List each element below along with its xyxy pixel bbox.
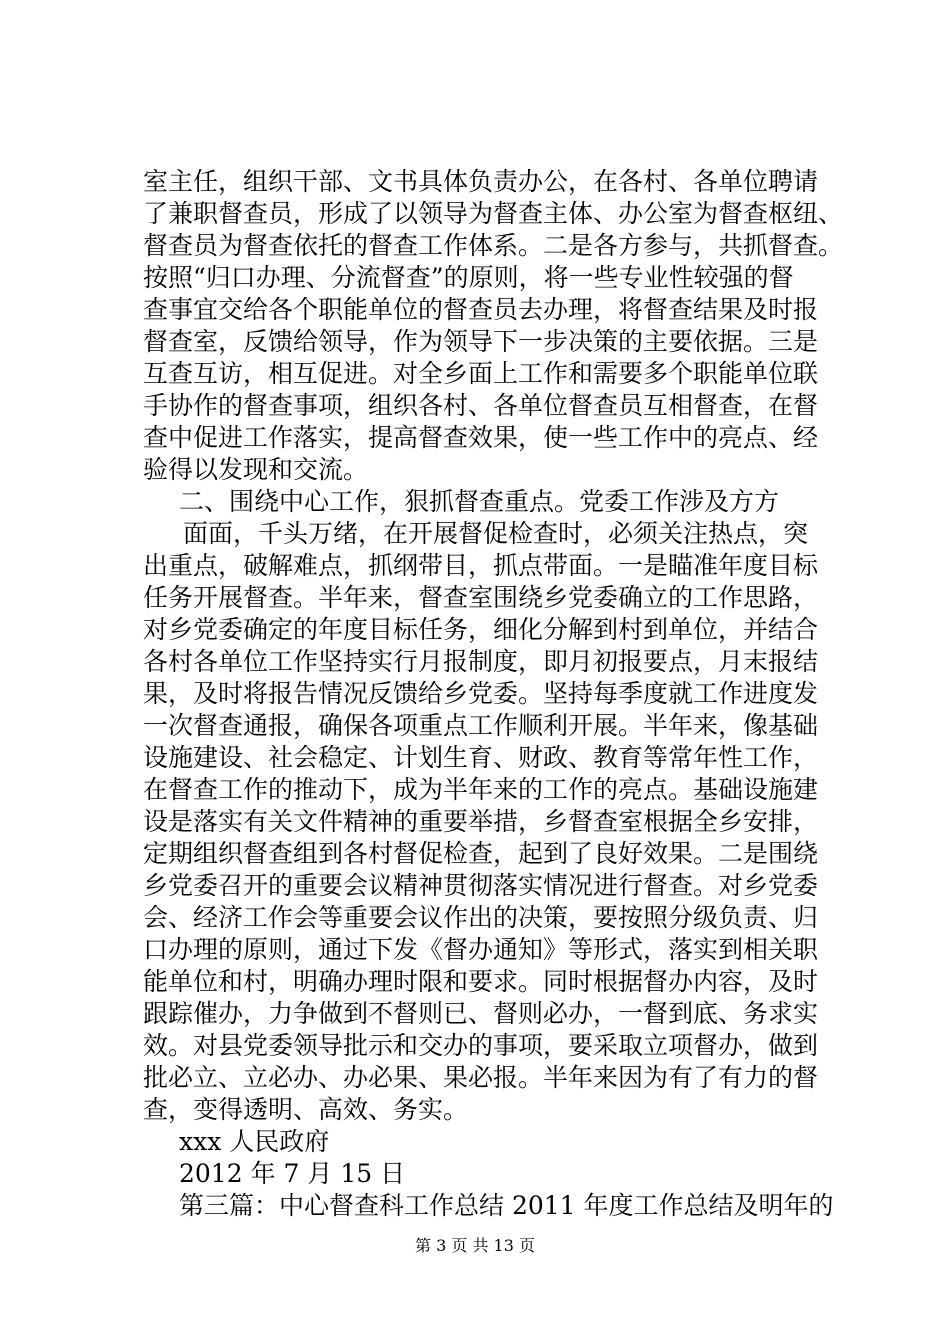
text-line: 设是落实有关文件精神的重要举措，乡督查室根据全乡安排， — [143, 807, 819, 836]
text-line: 了兼职督查员，形成了以领导为督查主体、办公室为督查枢纽、 — [143, 199, 844, 228]
text-line: 查，变得透明、高效、务实。 — [143, 1095, 469, 1124]
text-line: 督查员为督查依托的督查工作体系。二是各方参与，共抓督查。 — [143, 231, 844, 260]
signature-date: 2012 年 7 月 15 日 — [179, 1159, 406, 1188]
text-line: 一次督查通报，确保各项重点工作顺利开展。半年来，像基础 — [143, 711, 819, 740]
text-line: 对乡党委确定的年度目标任务，细化分解到村到单位，并结合 — [143, 615, 819, 644]
text-line: 效。对县党委领导批示和交办的事项，要采取立项督办，做到 — [143, 1031, 819, 1060]
text-line: 面面，千头万绪，在开展督促检查时，必须关注热点，突 — [183, 519, 809, 548]
text-line: 设施建设、社会稳定、计划生育、财政、教育等常年性工作， — [143, 743, 819, 772]
text-line: 互查互访，相互促进。对全乡面上工作和需要多个职能单位联 — [143, 359, 819, 388]
text-line: 出重点，破解难点，抓纲带目，抓点带面。一是瞄准年度目标 — [143, 551, 819, 580]
text-line: 乡党委召开的重要会议精神贯彻落实情况进行督查。对乡党委 — [143, 871, 819, 900]
document-body — [143, 166, 843, 1222]
text-line: 定期组织督查组到各村督促检查，起到了良好效果。二是围绕 — [143, 839, 819, 868]
text-line: 口办理的原则，通过下发《督办通知》等形式，落实到相关职 — [143, 935, 819, 964]
text-line: 批必立、立必办、办必果、果必报。半年来因为有了有力的督 — [143, 1063, 819, 1092]
text-line: 会、经济工作会等重要会议作出的决策，要按照分级负责、归 — [143, 903, 819, 932]
text-line: 室主任，组织干部、文书具体负责办公，在各村、各单位聘请 — [143, 167, 819, 196]
page-number-footer: 第 3 页 共 13 页 — [415, 1236, 535, 1255]
text-line: 验得以发现和交流。 — [143, 455, 369, 484]
next-section-title: 第三篇：中心督查科工作总结 2011 年度工作总结及明年的 — [179, 1191, 834, 1220]
text-line: 查中促进工作落实，提高督查效果，使一些工作中的亮点、经 — [143, 423, 819, 452]
text-line: 果，及时将报告情况反馈给乡党委。坚持每季度就工作进度发 — [143, 679, 819, 708]
signature-org: xxx 人民政府 — [179, 1127, 330, 1156]
text-line: 督查室，反馈给领导，作为领导下一步决策的主要依据。三是 — [143, 327, 819, 356]
text-line: 在督查工作的推动下，成为半年来的工作的亮点。基础设施建 — [143, 775, 819, 804]
text-line: 各村各单位工作坚持实行月报制度，即月初报要点，月末报结 — [143, 647, 819, 676]
text-line: 任务开展督查。半年来，督查室围绕乡党委确立的工作思路， — [143, 583, 819, 612]
text-line: 跟踪催办，力争做到不督则已、督则必办，一督到底、务求实 — [143, 999, 819, 1028]
text-line: 查事宜交给各个职能单位的督查员去办理，将督查结果及时报 — [143, 295, 819, 324]
section-heading-line: 二、围绕中心工作，狠抓督查重点。党委工作涉及方方 — [179, 487, 780, 516]
text-line: 手协作的督查事项，组织各村、各单位督查员互相督查，在督 — [143, 391, 819, 420]
text-line: 按照“归口办理、分流督查”的原则，将一些专业性较强的督 — [143, 263, 794, 292]
text-line: 能单位和村，明确办理时限和要求。同时根据督办内容，及时 — [143, 967, 819, 996]
